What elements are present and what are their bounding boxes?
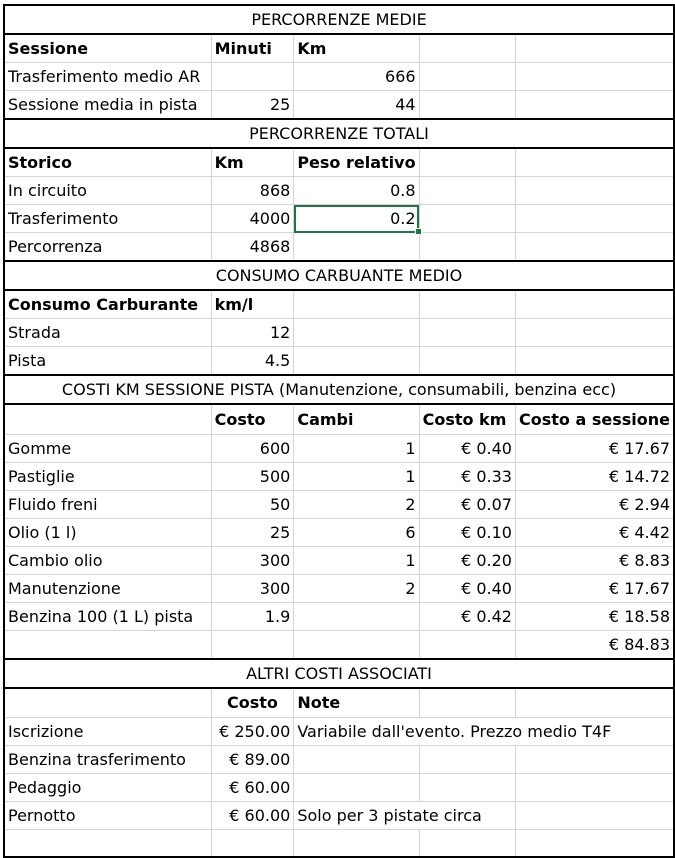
row-label[interactable]: Pedaggio (4, 774, 211, 802)
row-label[interactable]: Pista (4, 347, 211, 376)
cambi-cell[interactable]: 1 (294, 462, 419, 490)
costo-cell[interactable]: 1.9 (211, 602, 294, 630)
header-consumo-carburante[interactable]: Consumo Carburante (4, 290, 211, 319)
value-cell[interactable]: 4.5 (211, 347, 294, 376)
row-label[interactable]: Trasferimento (4, 205, 211, 233)
row-label[interactable]: Trasferimento medio AR (4, 63, 211, 91)
row-label[interactable]: Strada (4, 319, 211, 347)
peso-cell[interactable]: 0.8 (294, 177, 419, 205)
cambi-cell[interactable]: 1 (294, 434, 419, 462)
empty-cell[interactable] (515, 347, 674, 376)
costo-km-cell[interactable]: € 0.40 (419, 574, 515, 602)
costo-sessione-cell[interactable]: € 14.72 (515, 462, 674, 490)
header-km[interactable]: Km (294, 34, 419, 63)
empty-cell[interactable] (515, 177, 674, 205)
empty-cell[interactable] (419, 774, 515, 802)
section-title-consumo[interactable]: CONSUMO CARBUANTE MEDIO (4, 261, 674, 290)
total-cell[interactable]: € 84.83 (515, 630, 674, 659)
empty-cell[interactable] (4, 630, 211, 659)
costo-sessione-cell[interactable]: € 17.67 (515, 434, 674, 462)
header-cambi[interactable]: Cambi (294, 404, 419, 434)
note-cell[interactable]: Solo per 3 pistate circa (294, 802, 516, 830)
empty-cell[interactable] (515, 830, 674, 857)
row-label[interactable]: Percorrenza (4, 233, 211, 262)
empty-cell[interactable] (4, 688, 211, 718)
empty-cell[interactable] (419, 290, 515, 319)
row-label[interactable]: Sessione media in pista (4, 91, 211, 120)
empty-cell[interactable] (515, 205, 674, 233)
header-costo-sessione[interactable]: Costo a sessione (515, 404, 674, 434)
row-label[interactable]: Pastiglie (4, 462, 211, 490)
costo-cell[interactable]: 50 (211, 490, 294, 518)
empty-cell[interactable] (4, 404, 211, 434)
row-label[interactable]: Olio (1 l) (4, 518, 211, 546)
section-title-percorrenze-totali[interactable]: PERCORRENZE TOTALI (4, 119, 674, 148)
header-costo[interactable]: Costo (211, 404, 294, 434)
cambi-cell[interactable]: 2 (294, 574, 419, 602)
costo-cell[interactable]: € 250.00 (211, 718, 294, 746)
section-title-percorrenze-medie[interactable]: PERCORRENZE MEDIE (4, 5, 674, 34)
cambi-cell[interactable]: 2 (294, 490, 419, 518)
header-km-l[interactable]: km/l (211, 290, 294, 319)
costo-sessione-cell[interactable]: € 17.67 (515, 574, 674, 602)
section-title-costi-km[interactable]: COSTI KM SESSIONE PISTA (Manutenzione, consumabili, benzina ecc) (4, 375, 674, 404)
empty-cell[interactable] (294, 347, 419, 376)
costo-cell[interactable]: € 89.00 (211, 746, 294, 774)
costo-cell[interactable]: 500 (211, 462, 294, 490)
empty-cell[interactable] (419, 205, 515, 233)
row-label[interactable]: Cambio olio (4, 546, 211, 574)
costo-km-cell[interactable]: € 0.20 (419, 546, 515, 574)
empty-cell[interactable] (294, 233, 419, 262)
header-costo[interactable]: Costo (211, 688, 294, 718)
empty-cell[interactable] (419, 630, 515, 659)
row-label[interactable]: Benzina trasferimento (4, 746, 211, 774)
empty-cell[interactable] (419, 34, 515, 63)
empty-cell[interactable] (419, 177, 515, 205)
header-costo-km[interactable]: Costo km (419, 404, 515, 434)
costo-sessione-cell[interactable]: € 18.58 (515, 602, 674, 630)
row-label[interactable]: Pernotto (4, 802, 211, 830)
empty-cell[interactable] (419, 63, 515, 91)
row-label[interactable]: Benzina 100 (1 L) pista (4, 602, 211, 630)
cost-table (3, 4, 675, 858)
empty-cell[interactable] (419, 830, 515, 857)
empty-cell[interactable] (515, 746, 674, 774)
empty-cell[interactable] (211, 630, 294, 659)
section-title-altri-costi[interactable]: ALTRI COSTI ASSOCIATI (4, 659, 674, 688)
empty-cell[interactable] (515, 63, 674, 91)
cambi-cell[interactable]: 6 (294, 518, 419, 546)
costo-sessione-cell[interactable]: € 2.94 (515, 490, 674, 518)
selected-cell[interactable]: 0.2 (294, 205, 419, 233)
note-cell[interactable]: Variabile dall'evento. Prezzo medio T4F (294, 718, 674, 746)
empty-cell[interactable] (515, 688, 674, 718)
empty-cell[interactable] (515, 91, 674, 120)
km-cell[interactable]: 4868 (211, 233, 294, 262)
empty-cell[interactable] (515, 319, 674, 347)
costo-km-cell[interactable]: € 0.07 (419, 490, 515, 518)
minuti-cell[interactable] (211, 63, 294, 91)
value-cell[interactable]: 12 (211, 319, 294, 347)
empty-cell[interactable] (294, 290, 419, 319)
empty-cell[interactable] (515, 148, 674, 177)
empty-cell[interactable] (294, 830, 419, 857)
note-cell[interactable] (294, 774, 419, 802)
costo-cell[interactable]: 300 (211, 574, 294, 602)
empty-cell[interactable] (515, 774, 674, 802)
empty-cell[interactable] (294, 630, 419, 659)
header-peso-relativo[interactable]: Peso relativo (294, 148, 419, 177)
empty-cell[interactable] (419, 746, 515, 774)
costo-cell[interactable]: 300 (211, 546, 294, 574)
minuti-cell[interactable]: 25 (211, 91, 294, 120)
empty-cell[interactable] (294, 319, 419, 347)
costo-cell[interactable]: € 60.00 (211, 774, 294, 802)
empty-cell[interactable] (515, 802, 674, 830)
note-cell[interactable] (294, 746, 419, 774)
empty-cell[interactable] (4, 830, 211, 857)
empty-cell[interactable] (515, 290, 674, 319)
row-label[interactable]: Iscrizione (4, 718, 211, 746)
empty-cell[interactable] (419, 319, 515, 347)
empty-cell[interactable] (419, 91, 515, 120)
empty-cell[interactable] (515, 233, 674, 262)
costo-cell[interactable]: 600 (211, 434, 294, 462)
empty-cell[interactable] (419, 688, 515, 718)
costo-cell[interactable]: 25 (211, 518, 294, 546)
cambi-cell[interactable] (294, 602, 419, 630)
row-label[interactable]: Gomme (4, 434, 211, 462)
costo-sessione-cell[interactable]: € 8.83 (515, 546, 674, 574)
cambi-cell[interactable]: 1 (294, 546, 419, 574)
empty-cell[interactable] (419, 347, 515, 376)
costo-sessione-cell[interactable]: € 4.42 (515, 518, 674, 546)
costo-cell[interactable]: € 60.00 (211, 802, 294, 830)
header-note[interactable]: Note (294, 688, 419, 718)
empty-cell[interactable] (419, 233, 515, 262)
km-cell[interactable]: 4000 (211, 205, 294, 233)
row-label[interactable]: Fluido freni (4, 490, 211, 518)
costo-km-cell[interactable]: € 0.40 (419, 434, 515, 462)
header-storico[interactable]: Storico (4, 148, 211, 177)
km-cell[interactable]: 868 (211, 177, 294, 205)
row-label[interactable]: Manutenzione (4, 574, 211, 602)
row-label[interactable]: In circuito (4, 177, 211, 205)
costo-km-cell[interactable]: € 0.10 (419, 518, 515, 546)
empty-cell[interactable] (515, 34, 674, 63)
km-cell[interactable]: 44 (294, 91, 419, 120)
header-km[interactable]: Km (211, 148, 294, 177)
header-minuti[interactable]: Minuti (211, 34, 294, 63)
km-cell[interactable]: 666 (294, 63, 419, 91)
header-sessione[interactable]: Sessione (4, 34, 211, 63)
empty-cell[interactable] (211, 830, 294, 857)
costo-km-cell[interactable]: € 0.42 (419, 602, 515, 630)
costo-km-cell[interactable]: € 0.33 (419, 462, 515, 490)
empty-cell[interactable] (419, 148, 515, 177)
